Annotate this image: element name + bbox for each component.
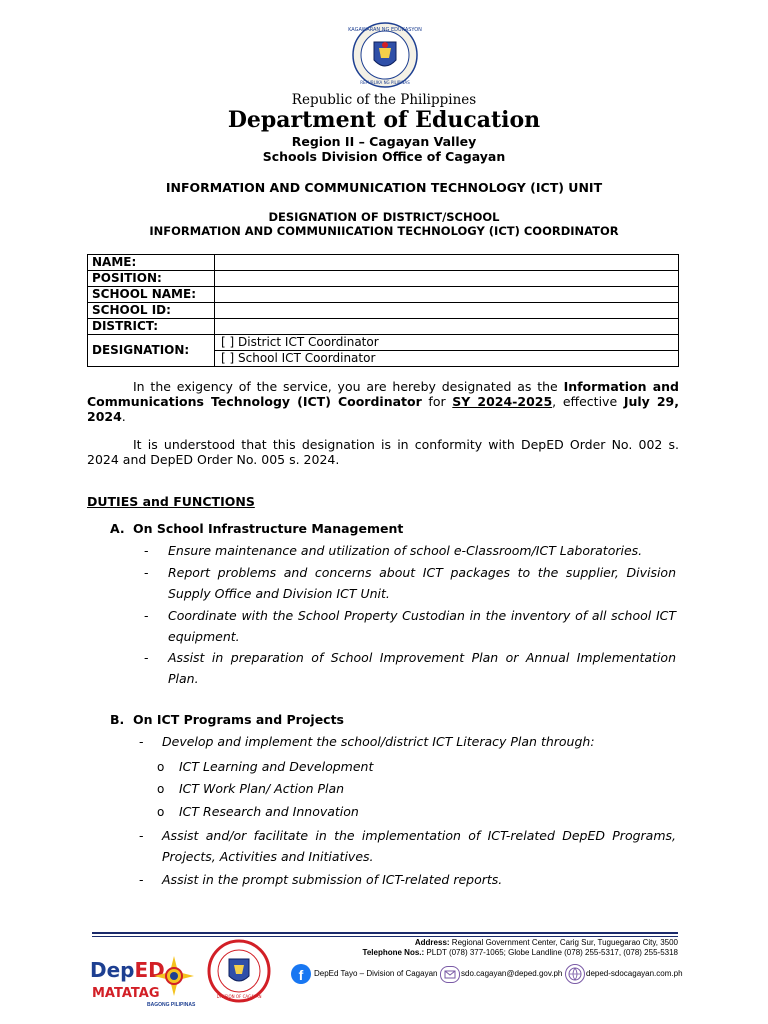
footer-divider-thin (92, 936, 678, 937)
section-b-heading (110, 712, 344, 727)
section-b-title: On ICT Programs and Projects (133, 712, 344, 727)
circle-bullet: o (157, 805, 165, 819)
designation-paragraph (87, 379, 679, 424)
unit-title: INFORMATION AND COMMUNICATION TECHNOLOGY (ICT) UNIT (165, 180, 603, 195)
section-b-item-2: Assist and/or facilitate in the implementation of ICT-related DepED Programs, Projects, Activities and Initiatives. (162, 828, 676, 864)
deped-logo-dep: Dep (90, 958, 135, 982)
para1-text1: In the exigency of the service, you are hereby designated as the (133, 379, 564, 394)
dash-bullet: - (144, 608, 149, 623)
section-a-letter: A. (110, 521, 125, 536)
designation-title-line2: INFORMATION AND COMMUNIICATION TECHNOLOGY (ICT) COORDINATOR (149, 224, 619, 238)
duties-heading: DUTIES and FUNCTIONS (87, 494, 255, 509)
name-label: NAME: (88, 255, 215, 271)
department-title: Department of Education (227, 107, 541, 133)
district-coordinator-checkbox[interactable]: [ ] District ICT Coordinator (215, 335, 679, 351)
circle-bullet: o (157, 782, 165, 796)
school-name-label: SCHOOL NAME: (88, 287, 215, 303)
section-b-item-3: Assist in the prompt submission of ICT-related reports. (162, 872, 503, 887)
republic-line: Republic of the Philippines (291, 92, 477, 108)
position-field[interactable] (215, 271, 679, 287)
dash-bullet: - (144, 565, 149, 580)
dash-bullet: - (139, 872, 144, 887)
school-id-field[interactable] (215, 303, 679, 319)
conformity-paragraph (87, 437, 679, 467)
seal-lettering: KAGAWARAN NG EDUKASYON (348, 27, 422, 33)
form-row-name (88, 255, 679, 271)
district-label: DISTRICT: (88, 319, 215, 335)
email-icon[interactable] (440, 966, 460, 983)
para1-text2: for (421, 394, 453, 409)
email-link[interactable]: sdo.cagayan@deped.gov.ph (461, 969, 563, 978)
form-row-school-id (88, 303, 679, 319)
section-a-title: On School Infrastructure Management (133, 521, 404, 536)
division-seal-lettering: DIVISION OF CAGAYAN (216, 994, 262, 999)
form-row-school-name (88, 287, 679, 303)
address-label: Address: (414, 938, 450, 947)
address-text: Regional Government Center, Carig Sur, Tuguegarao City, 3500 (449, 938, 678, 947)
section-a-item-4: Assist in preparation of School Improvement Plan or Annual Implementation Plan. (168, 650, 676, 686)
designation-form-table (87, 254, 679, 367)
form-row-district (88, 319, 679, 335)
designation-label: DESIGNATION: (88, 335, 215, 367)
designation-title-line1: DESIGNATION OF DISTRICT/SCHOOL (268, 210, 500, 224)
sdo-line: Schools Division Office of Cagayan (262, 149, 506, 164)
para1-role: Information and Communications Technology (ICT) Coordinator (87, 379, 679, 409)
para1-effective-date: July 29, 2024 (87, 394, 679, 424)
dash-bullet: - (139, 734, 144, 749)
section-b-subitem-1: ICT Learning and Development (179, 759, 374, 774)
deped-logo-ed: ED (134, 958, 165, 982)
school-coordinator-checkbox[interactable]: [ ] School ICT Coordinator (215, 351, 679, 367)
district-field[interactable] (215, 319, 679, 335)
position-label: POSITION: (88, 271, 215, 287)
seal-sublettering: REPUBLIKA NG PILIPINAS (360, 80, 410, 85)
school-id-label: SCHOOL ID: (88, 303, 215, 319)
form-row-position (88, 271, 679, 287)
dash-bullet: - (139, 828, 144, 843)
footer-divider (92, 932, 678, 934)
section-a-item-3: Coordinate with the School Property Custodian in the inventory of all school ICT equipment. (168, 608, 676, 644)
telephone-text: PLDT (078) 377-1065; Globe Landline (078) 255-5317, (078) 255-5318 (424, 948, 678, 957)
section-b-item-1: Develop and implement the school/district ICT Literacy Plan through: (162, 734, 595, 749)
section-a-item-2: Report problems and concerns about ICT packages to the supplier, Division Supply Office and Division ICT Unit. (168, 565, 676, 601)
para1-school-year: SY 2024-2025 (452, 394, 553, 409)
form-row-designation (88, 335, 679, 351)
section-b-subitem-2: ICT Work Plan/ Action Plan (179, 781, 345, 796)
section-a-heading (110, 521, 403, 536)
dash-bullet: - (144, 650, 149, 665)
division-seal-icon (208, 940, 270, 1002)
para1-text3: , effective (552, 394, 624, 409)
region-line: Region II – Cagayan Valley (291, 134, 477, 149)
website-link[interactable]: deped-sdocagayan.com.ph (586, 969, 683, 978)
telephone-label: Telephone Nos.: (362, 948, 425, 957)
deped-seal-icon (348, 22, 422, 88)
dash-bullet: - (144, 543, 149, 558)
footer-telephone (363, 948, 678, 957)
para1-text4: . (121, 409, 126, 424)
school-name-field[interactable] (215, 287, 679, 303)
bagong-pilipinas-text: BAGONG PILIPINAS (147, 1002, 196, 1008)
footer-address (415, 938, 678, 947)
name-field[interactable] (215, 255, 679, 271)
facebook-link[interactable]: DepEd Tayo – Division of Cagayan (314, 969, 438, 978)
section-b-subitem-3: ICT Research and Innovation (179, 804, 359, 819)
section-b-letter: B. (110, 712, 125, 727)
bagong-pilipinas-logo-icon (146, 952, 202, 1002)
circle-bullet: o (157, 760, 165, 774)
facebook-icon[interactable]: f (291, 964, 311, 984)
globe-icon[interactable] (565, 964, 585, 984)
section-a-item-1: Ensure maintenance and utilization of school e-Classroom/ICT Laboratories. (168, 543, 643, 558)
matatag-logo: MATATAG (92, 986, 160, 1001)
para2-text: It is understood that this designation is in conformity with DepED Order No. 002 s. 2024 and DepED Order No. 005 s. 2024. (87, 437, 679, 467)
